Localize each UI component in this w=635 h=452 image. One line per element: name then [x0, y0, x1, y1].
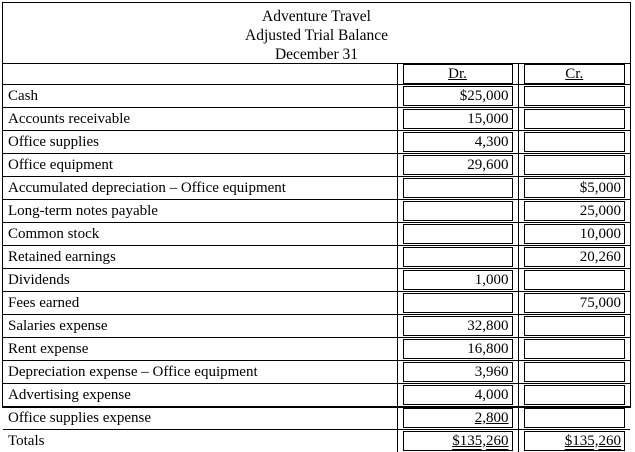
credit-amount: [518, 315, 630, 338]
table-row: [3, 269, 630, 292]
table-row: [3, 315, 630, 338]
credit-amount: [518, 338, 630, 361]
table-row: [3, 177, 630, 200]
account-name: Rent expense: [3, 338, 397, 361]
account-name: Common stock: [3, 223, 397, 246]
credit-amount: [518, 108, 630, 131]
credit-amount: [518, 361, 630, 384]
debit-total: $135,260: [397, 430, 518, 452]
credit-total: $135,260: [518, 430, 630, 452]
debit-amount: 1,000: [397, 269, 518, 292]
debit-amount: 29,600: [397, 154, 518, 177]
account-name: Retained earnings: [3, 246, 397, 269]
credit-amount: 25,000: [518, 200, 630, 223]
report-title: Adjusted Trial Balance: [3, 26, 630, 45]
credit-amount: 10,000: [518, 223, 630, 246]
credit-amount: [518, 85, 630, 108]
debit-amount: 32,800: [397, 315, 518, 338]
debit-amount: [397, 292, 518, 315]
account-name: Accumulated depreciation – Office equipment: [3, 177, 397, 200]
debit-amount: [397, 177, 518, 200]
account-name: Accounts receivable: [3, 108, 397, 131]
credit-amount: 20,260: [518, 246, 630, 269]
table-row: [3, 108, 630, 131]
debit-amount: [397, 246, 518, 269]
debit-amount: 16,800: [397, 338, 518, 361]
column-header-row: [3, 64, 630, 85]
table-row: [3, 292, 630, 315]
debit-amount: [397, 200, 518, 223]
account-name: Office equipment: [3, 154, 397, 177]
table-row: [3, 407, 630, 430]
table-row: [3, 223, 630, 246]
account-name: Fees earned: [3, 292, 397, 315]
credit-amount: [518, 407, 630, 430]
company-name: Adventure Travel: [3, 7, 630, 26]
debit-amount: $25,000: [397, 85, 518, 108]
account-column-header: [3, 64, 397, 85]
table-row: [3, 154, 630, 177]
report-date: December 31: [3, 45, 630, 64]
credit-amount: [518, 269, 630, 292]
table-row: [3, 131, 630, 154]
account-name: Office supplies expense: [3, 407, 397, 430]
account-name: Advertising expense: [3, 384, 397, 407]
account-name: Long-term notes payable: [3, 200, 397, 223]
debit-amount: 15,000: [397, 108, 518, 131]
report-header: [3, 3, 630, 64]
table-row: [3, 246, 630, 269]
trial-balance-sheet: [2, 2, 631, 408]
debit-amount: 4,300: [397, 131, 518, 154]
table-row: [3, 384, 630, 407]
debit-amount: 3,960: [397, 361, 518, 384]
debit-amount: 4,000: [397, 384, 518, 407]
account-name: Cash: [3, 85, 397, 108]
table-row: [3, 200, 630, 223]
credit-amount: [518, 154, 630, 177]
debit-amount: [397, 223, 518, 246]
totals-label: Totals: [3, 430, 397, 452]
debit-column-header: Dr.: [397, 64, 518, 85]
account-name: Salaries expense: [3, 315, 397, 338]
credit-amount: 75,000: [518, 292, 630, 315]
table-row: [3, 361, 630, 384]
debit-amount: 2,800: [397, 407, 518, 430]
table-row: [3, 85, 630, 108]
credit-amount: $5,000: [518, 177, 630, 200]
credit-column-header: Cr.: [518, 64, 630, 85]
table-row: [3, 338, 630, 361]
totals-row: [3, 430, 630, 452]
trial-balance-table: [3, 64, 630, 452]
account-name: Depreciation expense – Office equipment: [3, 361, 397, 384]
credit-amount: [518, 384, 630, 407]
account-name: Dividends: [3, 269, 397, 292]
account-name: Office supplies: [3, 131, 397, 154]
credit-amount: [518, 131, 630, 154]
